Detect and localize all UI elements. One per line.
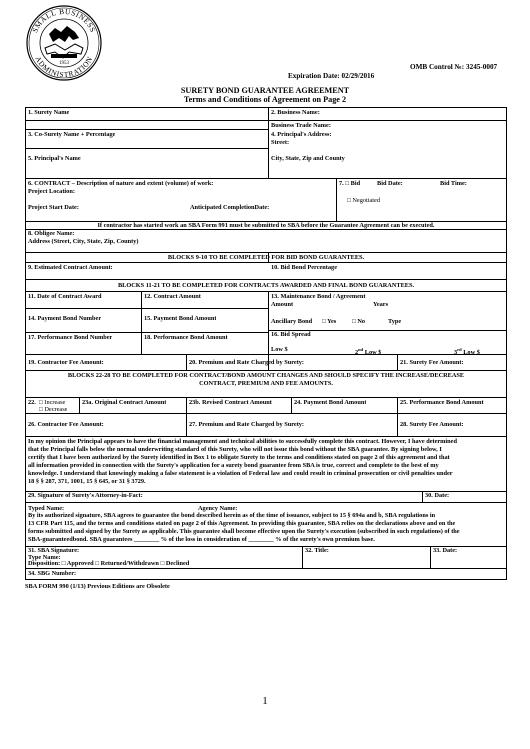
sba-signature-label: 31. SBA Signature: <box>28 547 80 554</box>
ancillary-yes-checkbox[interactable]: □ Yes <box>322 318 337 325</box>
sbg-number-label: 34. SBG Number: <box>28 570 77 577</box>
performance-bond-amount-change-label: 25. Performance Bond Amount <box>400 399 484 406</box>
disposition-options[interactable]: Disposition: □ Approved □ Returned/Withdrawn □ Declined <box>28 560 190 567</box>
decrease-checkbox[interactable]: □ Decrease <box>39 406 68 413</box>
bid-checkbox[interactable]: 7. □ Bid <box>339 180 361 187</box>
form-subtitle: Terms and Conditions of Agreement on Page 2 <box>183 95 347 104</box>
surety-fee-change-label: 28. Surety Fee Amount: <box>400 421 464 428</box>
change-number-label: 22. <box>28 399 36 406</box>
guarantee-agreement-form <box>25 107 507 580</box>
blocks-22-28-heading-line1: BLOCKS 22-28 TO BE COMPLETED FOR CONTRACT/BOND AMOUNT CHANGES AND SHOULD SPECIFY THE INCREASE/DECREASE <box>67 372 465 379</box>
sba-date-label: 33. Date: <box>433 547 458 554</box>
authorization-line-2: 13 CFR Part 115, and the terms and conditions stated on page 2 of this Agreement. In providing this guarantee, SBA relies on the declarations above and on the <box>28 520 456 527</box>
certification-line-5: knowledge. I understand that knowingly making a false statement is a violation of Federal law and could result in criminal prosecution or civil penalties under <box>28 470 453 477</box>
typed-name-label: Typed Name: <box>28 505 65 512</box>
ancillary-type-label: Type <box>388 318 402 325</box>
blocks-22-28-heading-line2: CONTRACT, PREMIUM AND FEE AMOUNTS. <box>199 380 333 387</box>
surety-fee-amount-label: 21. Surety Fee Amount: <box>400 359 464 366</box>
svg-text:1953: 1953 <box>59 61 69 66</box>
payment-bond-amount-change-label: 24. Payment Bond Amount <box>294 399 367 406</box>
attorney-signature-label: 29. Signature of Surety's Attorney-in-Fact: <box>28 492 143 499</box>
bid-spread-label: 16. Bid Spread <box>271 331 311 338</box>
increase-checkbox[interactable]: □ Increase <box>39 399 66 406</box>
maintenance-bond-label: 13. Maintenance Bond / Agreement <box>271 293 366 300</box>
estimated-contract-amount-label: 9. Estimated Contract Amount: <box>28 264 113 271</box>
low3-suffix: rd <box>457 347 462 352</box>
street-label: Street: <box>271 139 290 146</box>
revised-contract-amount-label: 23b. Revised Contract Amount <box>189 399 272 406</box>
city-state-zip-label: City, State, Zip and County <box>271 155 345 162</box>
sba-type-name-label: Type Name: <box>28 554 61 561</box>
surety-name-label: 1. Surety Name <box>28 109 70 116</box>
business-name-label: 2. Business Name: <box>271 109 320 116</box>
contract-amount-label: 12. Contract Amount <box>144 293 201 300</box>
project-start-date-label: Project Start Date: <box>28 204 79 211</box>
sba-title-label: 32. Title: <box>305 547 329 554</box>
omb-control-number: OMB Control №: 3245-0007 <box>410 63 498 71</box>
ancillary-no-checkbox[interactable]: □ No <box>352 318 366 325</box>
performance-bond-amount-label: 18. Performance Bond Amount <box>144 334 228 341</box>
seal-emblem-icon <box>25 4 103 82</box>
blocks-9-10-heading: BLOCKS 9-10 TO BE COMPLETED FOR BID BOND GUARANTEES. <box>167 254 365 261</box>
ancillary-bond-label: Ancillary Bond <box>271 318 313 325</box>
authorization-line-3: forms submitted and signed by the Surety as applicable. This guarantee shall become effective upon the Surety's execution (subscribed in such regulations) of the <box>28 528 460 535</box>
expiration-date: Expiration Date: 02/29/2016 <box>288 72 375 80</box>
authorization-line-1: By its authorized signature, SBA agrees to guarantee the bond described herein as of the time of issuance, subject to 15 § 694a and b, SBA regulations in <box>28 512 436 519</box>
low-bid-3-label <box>454 346 480 357</box>
payment-bond-amount-label: 15. Payment Bond Amount <box>144 315 217 322</box>
contract-description-label: 6. CONTRACT – Description of nature and extent (volume) of work: <box>28 180 214 187</box>
svg-text:ADMINISTRATION: ADMINISTRATION <box>33 54 95 80</box>
agency-name-label: Agency Name: <box>198 505 238 512</box>
blocks-11-21-heading: BLOCKS 11-21 TO BE COMPLETED FOR CONTRACTS AWARDED AND FINAL BOND GUARANTEES. <box>117 282 415 289</box>
principal-name-label: 5. Principal's Name <box>28 155 81 162</box>
low3-text: Low $ <box>463 349 480 357</box>
payment-bond-number-label: 14. Payment Bond Number <box>28 315 102 322</box>
contractor-fee-amount-label: 19. Contractor Fee Amount: <box>28 359 104 366</box>
certification-line-2: that the Principal falls below the normal underwriting standard of this Surety, who will not issue this bond without the SBA guarantee. By signing below, I <box>28 446 442 453</box>
page-number: 1 <box>262 695 268 707</box>
negotiated-checkbox[interactable]: □ Negotiated <box>347 197 381 204</box>
co-surety-label: 3. Co-Surety Name + Percentage <box>28 131 116 138</box>
business-trade-name-label: Business Trade Name: <box>271 122 331 129</box>
sba-991-notice: If contractor has started work an SBA Form 991 must be submitted to SBA before the Guarantee Agreement can be executed. <box>97 222 435 229</box>
signature-date-label: 30. Date: <box>425 492 450 499</box>
maintenance-years-label: Years <box>373 301 389 308</box>
certification-line-4: all information provided in connection with the Surety's application for a surety bond guarantee from SBA is true, correct and complete to the best of my <box>28 462 439 469</box>
low3-number: 3 <box>454 349 458 357</box>
performance-bond-number-label: 17. Performance Bond Number <box>28 334 113 341</box>
certification-line-1: In my opinion the Principal appears to have the financial management and technical abilities to successfully complete this contract. However, I have determined <box>28 438 457 445</box>
certification-line-6: 18 § § 287, 371, 1001, 15 § 645, or 31 § 3729. <box>28 478 146 485</box>
sba-seal-logo <box>25 4 103 82</box>
authorization-line-4: SBA-guaranteedbond. SBA guarantees ________ % of the loss in consideration of ________ % of the surety's own premium base. <box>28 536 375 543</box>
contractor-fee-change-label: 26. Contractor Fee Amount: <box>28 421 104 428</box>
project-location-label: Project Location: <box>28 188 75 195</box>
date-of-contract-award-label: 11. Date of Contract Award <box>28 293 102 300</box>
low2-text: Low $ <box>364 349 382 357</box>
obligee-name-label: 8. Obligee Name: <box>28 230 75 237</box>
svg-text:SMALL BUSINESS: SMALL BUSINESS <box>30 6 98 34</box>
bid-date-label: Bid Date: <box>377 180 403 187</box>
form-number-footer: SBA FORM 990 (1/13) Previous Editions are Obsolete <box>25 583 170 590</box>
obligee-address-label: Address (Street, City, State, Zip, County) <box>28 238 139 245</box>
form-title: SURETY BOND GUARANTEE AGREEMENT <box>180 86 350 95</box>
original-contract-amount-label: 23a. Original Contract Amount <box>82 399 167 406</box>
bid-bond-percentage-label: 10. Bid Bond Percentage <box>271 264 338 271</box>
low2-number: 2 <box>355 349 359 357</box>
premium-rate-change-label: 27. Premium and Rate Charged by Surety: <box>189 421 305 428</box>
low2-suffix: nd <box>358 347 364 352</box>
principal-address-label: 4. Principal's Address: <box>271 131 332 138</box>
premium-rate-label: 20. Premium and Rate Charged by Surety: <box>189 359 305 366</box>
low-bid-2-label <box>355 346 381 357</box>
low-bid-1-label: Low $ <box>271 346 288 353</box>
anticipated-completion-label: Anticipated CompletionDate: <box>190 204 270 211</box>
certification-line-3: certify that I have been authorized by the Surety identified in Box 1 to obligate Surety to the terms and conditions stated on page 2 of this agreement and that <box>28 454 450 461</box>
maintenance-amount-label: Amount <box>271 301 294 308</box>
bid-time-label: Bid Time: <box>440 180 467 187</box>
